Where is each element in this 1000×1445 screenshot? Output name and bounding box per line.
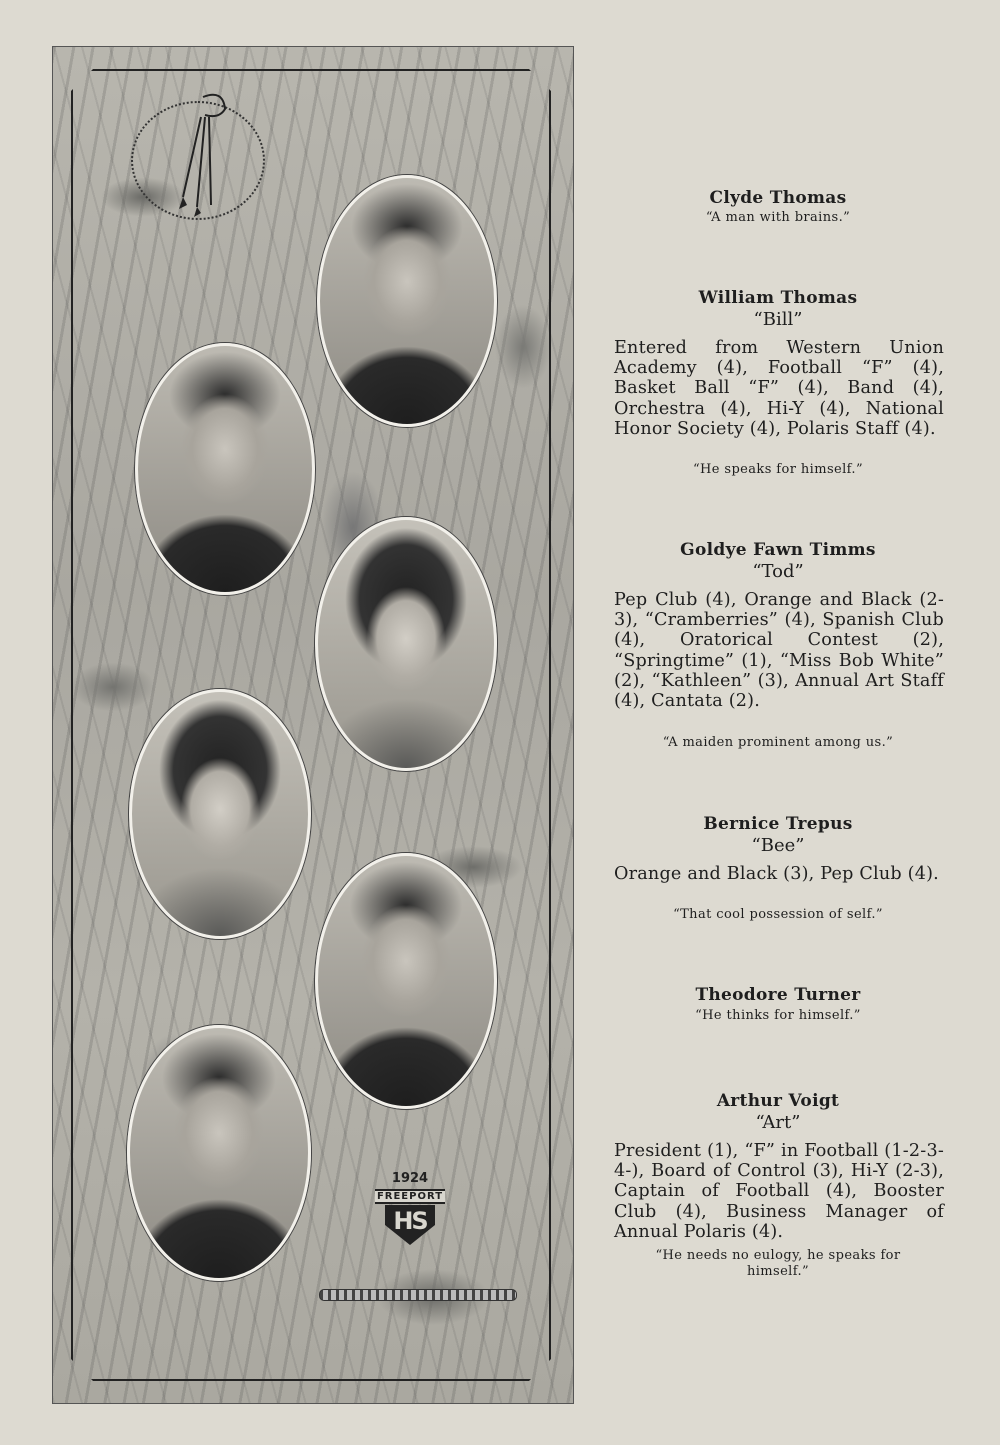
entry-name: William Thomas [698,288,858,308]
entry-activities: Orange and Black (3), Pep Club (4). [614,864,939,884]
portrait-arthur-voigt [127,1025,311,1281]
feather-ornament-icon [163,87,233,217]
entry-activities: President (1), “F” in Football (1-2-3-4-), Board of Control (3), Hi-Y (2-3), Captain of Football (4), Booster Club (4), Business Manager of Annual Polaris (4). [614,1141,944,1242]
entry-quote: “That cool possession of self.” [673,907,883,922]
portrait-goldye-fawn-timms [315,517,497,771]
entry-activities: Entered from Western Union Academy (4), Football “F” (4), Basket Ball “F” (4), Band (4), Orchestra (4), Hi-Y (4), National Honor Society (4), Polaris Staff (4). [614,338,944,439]
emblem-letters: HS [393,1207,427,1235]
entry-nickname: “Bee” [751,835,805,856]
entry-nickname: “Art” [755,1112,801,1133]
portrait-clyde-thomas [317,175,497,427]
entry-nickname: “Tod” [752,561,804,582]
entry-quote: “He speaks for himself.” [692,462,864,477]
entry-quote: “A man with brains.” [705,210,851,225]
portrait-theodore-turner [315,853,497,1109]
entry-name: Clyde Thomas [709,188,847,208]
entry-nickname: “Bill” [753,309,803,330]
entry-name: Bernice Trepus [703,814,853,834]
entry-name: Arthur Voigt [716,1091,840,1111]
entry-quote: “He thinks for himself.” [695,1008,861,1023]
freeport-1924-emblem [375,1171,445,1251]
portrait-william-thomas [135,343,315,595]
entry-name: Goldye Fawn Timms [680,540,876,560]
entry-name: Theodore Turner [695,985,861,1005]
emblem-name: FREEPORT [376,1191,444,1202]
peace-pipe-icon [319,1289,517,1301]
entry-quote: “A maiden prominent among us.” [662,735,894,750]
portrait-bernice-trepus [129,689,311,939]
entry-quote: “He needs no eulogy, he speaks for himself.” [655,1248,901,1279]
portrait-panel [52,46,574,1404]
entry-activities: Pep Club (4), Orange and Black (2-3), “Cramberries” (4), Spanish Club (4), Oratorical Contest (2), “Springtime” (1), “Miss Bob White” (2), “Kathleen” (3), Annual Art Staff (4), Cantata (2). [614,590,944,712]
emblem-year: 1924 [391,1171,429,1186]
